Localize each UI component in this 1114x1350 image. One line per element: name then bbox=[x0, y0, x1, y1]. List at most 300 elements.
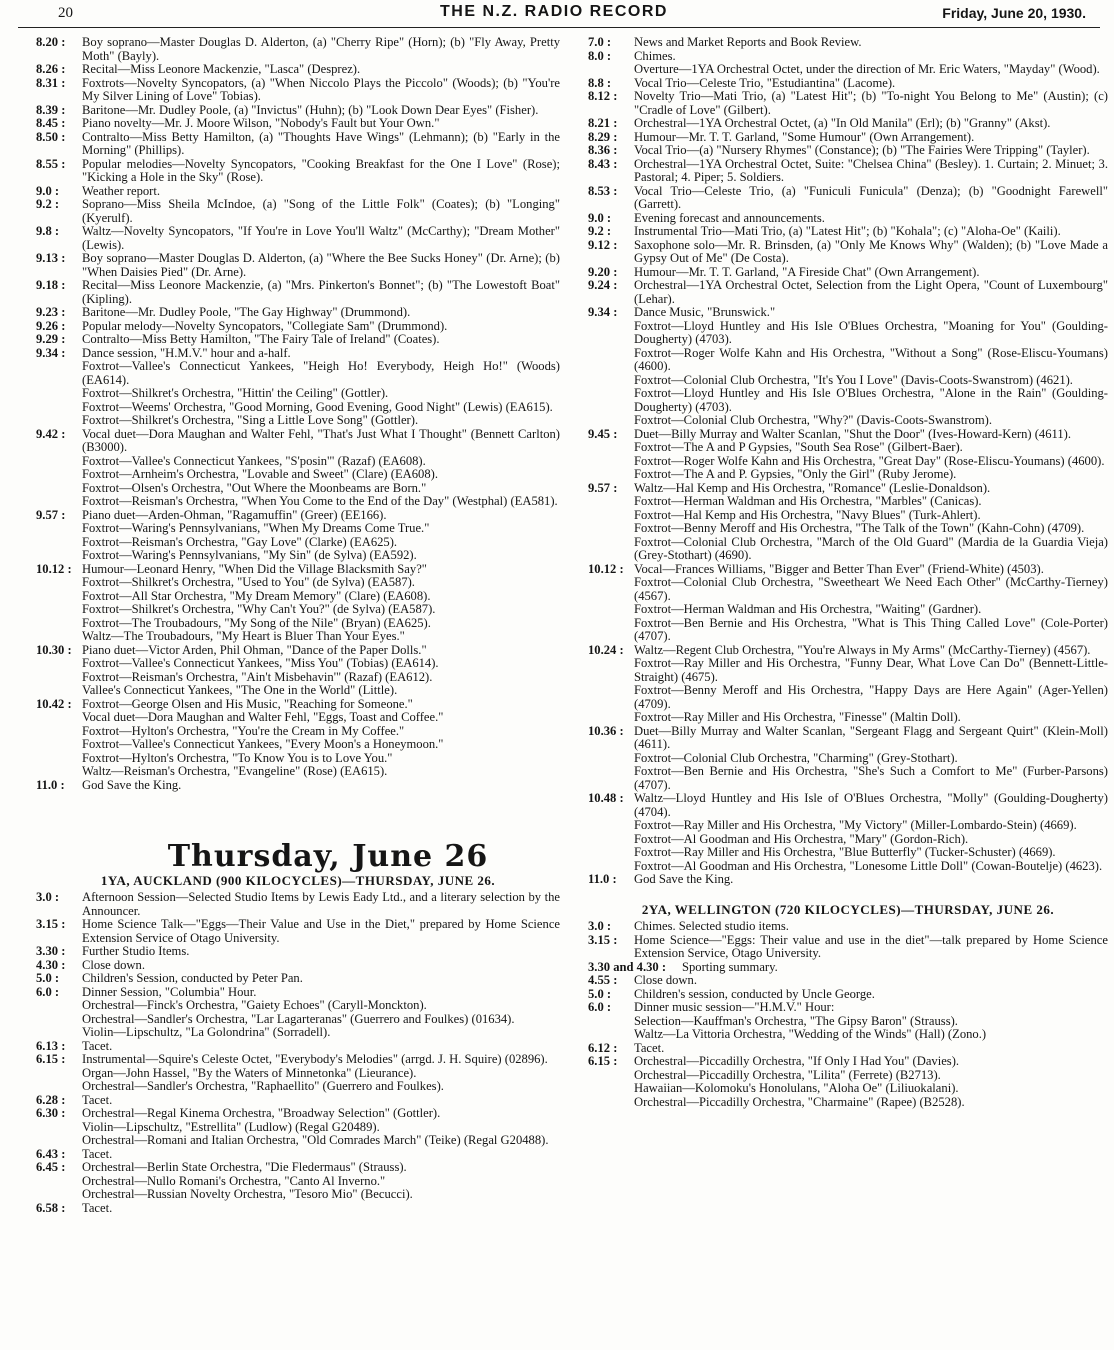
programme-text: Tacet. bbox=[82, 1200, 113, 1215]
programme-item bbox=[36, 104, 560, 118]
programme-time: 6.13 : bbox=[36, 1038, 66, 1053]
programme-text: Piano duet—Arden-Ohman, "Ragamuffin" (Greer) (EE166). bbox=[82, 507, 387, 522]
programme-text: Vocal Trio—Celeste Trio, "Estudiantina" (Lacome). bbox=[634, 75, 896, 90]
programme-item bbox=[36, 603, 560, 617]
programme-time: 3.30 : bbox=[36, 944, 66, 958]
programme-item bbox=[36, 1202, 560, 1216]
programme-item bbox=[588, 441, 1108, 455]
programme-text: Vocal Trio—Celeste Trio, (a) "Funiculi Funicula" (Denza); (b) "Goodnight Farewell" (Garrett). bbox=[634, 183, 1108, 211]
programme-text: God Save the King. bbox=[82, 777, 182, 792]
programme-text: Home Science—"Eggs: Their value and use in the diet"—talk prepared by Home Science Extension Service, Otago University. bbox=[634, 932, 1108, 960]
programme-text: Waltz—Hal Kemp and His Orchestra, "Romance" (Leslie-Donaldson). bbox=[634, 480, 991, 495]
programme-text: Foxtrot—Vallee's Connecticut Yankees, "Miss You" (Tobias) (EA614). bbox=[82, 656, 439, 670]
programme-text: Hawaiian—Kolomoku's Honolulans, "Aloha Oe" (Liliuokalani). bbox=[634, 1081, 959, 1095]
programme-text: Popular melodies—Novelty Syncopators, "Cooking Breakfast for the One I Love" (Rose); "Kicking a Hole in the Sky" (Rose). bbox=[82, 156, 560, 184]
programme-time: 9.24 : bbox=[588, 278, 618, 292]
programme-time: 8.20 : bbox=[36, 35, 66, 49]
programme-item bbox=[588, 347, 1108, 374]
programme-item bbox=[36, 252, 560, 279]
programme-text: Boy soprano—Master Douglas D. Alderton, (a) "Where the Bee Sucks Honey" (Dr. Arne); (b) "When Daisies Pied" (Dr. Arne). bbox=[82, 251, 560, 279]
programme-item bbox=[588, 320, 1108, 347]
programme-item bbox=[36, 360, 560, 387]
programme-text: Contralto—Miss Betty Hamilton, "The Fairy Tale of Ireland" (Coates). bbox=[82, 332, 440, 346]
programme-item bbox=[588, 752, 1108, 766]
programme-time: 6.0 : bbox=[36, 984, 60, 999]
programme-time: 9.45 : bbox=[588, 426, 618, 441]
programme-item bbox=[588, 920, 1108, 934]
programme-item bbox=[588, 117, 1108, 131]
programme-text: Novelty Trio—Mati Trio, (a) "Latest Hit"; (b) "To-night You Belong to Me" (Austin); (c) "Cradle of Love" (Gilbert). bbox=[634, 89, 1108, 117]
programme-time: 3.0 : bbox=[588, 919, 612, 933]
programme-item bbox=[588, 765, 1108, 792]
programme-text: Children's session, conducted by Uncle George. bbox=[634, 986, 875, 1001]
programme-text: Evening forecast and announcements. bbox=[634, 210, 825, 225]
programme-item bbox=[36, 468, 560, 482]
programme-text: Foxtrot—Arnheim's Orchestra, "Lovable and Sweet" (Clare) (EA608). bbox=[82, 467, 438, 481]
programme-text: Selection—Kauffman's Orchestra, "The Gipsy Baron" (Strauss). bbox=[634, 1013, 958, 1028]
programme-time: 3.15 : bbox=[36, 917, 66, 931]
programme-text: Dinner Session, "Columbia" Hour. bbox=[82, 984, 257, 999]
programme-text: Vocal—Frances Williams, "Bigger and Better Than Ever" (Friend-White) (4503). bbox=[634, 561, 1044, 576]
programme-text: Close down. bbox=[82, 957, 145, 972]
programme-text: Orchestral—Nullo Romani's Orchestra, "Canto Al Inverno." bbox=[82, 1173, 386, 1188]
programme-time: 9.57 : bbox=[588, 480, 618, 495]
programme-item bbox=[36, 428, 560, 455]
programme-time: 10.12 : bbox=[36, 561, 72, 576]
programme-item bbox=[588, 509, 1108, 523]
programme-text: Boy soprano—Master Douglas D. Alderton, (a) "Cherry Ripe" (Horn); (b) "Fly Away, Pretty Moth" (Bayly). bbox=[82, 35, 560, 63]
programme-text: Orchestral—1YA Orchestral Octet, Suite: "Chelsea China" (Besley). 1. Curtain; 2. Minuet; 3. Pastoral; 4. Piper; 5. Soldiers. bbox=[634, 156, 1108, 184]
programme-time: 9.13 : bbox=[36, 251, 66, 265]
programme-item bbox=[588, 225, 1108, 239]
programme-item bbox=[36, 891, 560, 918]
programme-item bbox=[588, 860, 1108, 874]
programme-item bbox=[588, 725, 1108, 752]
programme-text: Recital—Miss Leonore Mackenzie, "Lasca" (Desprez). bbox=[82, 62, 361, 76]
programme-text: Foxtrot—Roger Wolfe Kahn and His Orchestra, "Without a Song" (Rose-Eliscu-Youmans) (4600). bbox=[634, 345, 1108, 373]
programme-text: Foxtrot—Reisman's Orchestra, "When You Come to the End of the Day" (Westphal) (EA581). bbox=[82, 494, 558, 508]
programme-time: 9.0 : bbox=[36, 183, 60, 198]
programme-text: Dance Music, "Brunswick." bbox=[634, 305, 776, 319]
programme-item bbox=[36, 158, 560, 185]
programme-text: Foxtrot—Colonial Club Orchestra, "Why?" (Davis-Coots-Swanstrom). bbox=[634, 413, 992, 427]
programme-text: Orchestral—Sandler's Orchestra, "Raphaellito" (Guerrero and Foulkes). bbox=[82, 1079, 444, 1093]
programme-text: Foxtrot—Colonial Club Orchestra, "Charming" (Grey-Stothart). bbox=[634, 750, 958, 765]
programme-time: 8.31 : bbox=[36, 75, 66, 90]
programme-text: Popular melody—Novelty Syncopators, "Collegiate Sam" (Drummond). bbox=[82, 318, 448, 333]
programme-time: 8.26 : bbox=[36, 62, 66, 76]
programme-text: Instrumental—Squire's Celeste Octet, "Everybody's Melodies" (arrgd. J. H. Squire) (02896). bbox=[82, 1052, 548, 1066]
programme-text: Foxtrot—Al Goodman and His Orchestra, "Mary" (Gordon-Rich). bbox=[634, 831, 969, 846]
programme-item bbox=[588, 63, 1108, 77]
programme-time: 9.12 : bbox=[588, 237, 618, 252]
programme-item bbox=[36, 1013, 560, 1027]
programme-text: Close down. bbox=[634, 973, 697, 987]
page-header bbox=[0, 0, 1114, 30]
programme-text: Foxtrot—Shilkret's Orchestra, "Hittin' the Ceiling" (Gottler). bbox=[82, 386, 389, 400]
programme-item bbox=[36, 1080, 560, 1094]
programme-item bbox=[588, 603, 1108, 617]
programme-item bbox=[36, 1040, 560, 1054]
programme-item bbox=[588, 974, 1108, 988]
programme-text: Vocal duet—Dora Maughan and Walter Fehl, "Eggs, Toast and Coffee." bbox=[82, 710, 444, 724]
programme-item bbox=[588, 266, 1108, 280]
programme-text: God Save the King. bbox=[634, 872, 734, 886]
programme-item bbox=[588, 131, 1108, 145]
programme-time: 6.15 : bbox=[36, 1052, 66, 1066]
programme-text: Vocal duet—Dora Maughan and Walter Fehl, "That's Just What I Thought" (Bennett Carlton) (B3000). bbox=[82, 426, 560, 454]
programme-text: Foxtrot—Lloyd Huntley and His Isle O'Blues Orchestra, "Moaning for You" (Goulding-Dougherty) (4703). bbox=[634, 318, 1108, 346]
programme-text: Chimes. bbox=[634, 48, 676, 63]
programme-item bbox=[36, 779, 560, 793]
programme-item bbox=[36, 972, 560, 986]
programme-text: Foxtrot—Colonial Club Orchestra, "Sweetheart We Need Each Other" (McCarthy-Tierney) (4567). bbox=[634, 575, 1108, 603]
programme-text: Orchestral—Piccadilly Orchestra, "If Only I Had You" (Davies). bbox=[634, 1054, 960, 1068]
programme-item bbox=[588, 77, 1108, 91]
programme-item bbox=[36, 590, 560, 604]
programme-text: Humour—Mr. T. T. Garland, "A Fireside Chat" (Own Arrangement). bbox=[634, 264, 980, 279]
programme-item bbox=[588, 90, 1108, 117]
programme-time: 9.2 : bbox=[588, 224, 612, 238]
programme-time: 9.2 : bbox=[36, 197, 60, 211]
programme-item bbox=[36, 671, 560, 685]
programme-time: 8.53 : bbox=[588, 183, 618, 198]
programme-item bbox=[588, 1082, 1108, 1096]
programme-item bbox=[36, 684, 560, 698]
programme-item bbox=[588, 387, 1108, 414]
programme-text: Foxtrot—Ray Miller and His Orchestra, "Finesse" (Maltin Doll). bbox=[634, 710, 961, 724]
programme-time: 8.50 : bbox=[36, 129, 66, 144]
programme-item bbox=[588, 711, 1108, 725]
programme-text: Humour—Mr. T. T. Garland, "Some Humour" (Own Arrangement). bbox=[634, 129, 975, 144]
programme-text: Foxtrot—Shilkret's Orchestra, "Why Can't You?" (de Sylva) (EA587). bbox=[82, 602, 436, 616]
programme-text: Orchestral—Berlin State Orchestra, "Die Fledermaus" (Strauss). bbox=[82, 1160, 407, 1174]
programme-text: Orchestral—Romani and Italian Orchestra, "Old Comrades March" (Teike) (Regal G20488). bbox=[82, 1133, 549, 1147]
programme-text: Orchestral—Piccadilly Orchestra, "Charmaine" (Rapee) (B2528). bbox=[634, 1094, 965, 1109]
programme-item bbox=[588, 873, 1108, 887]
programme-item bbox=[588, 1096, 1108, 1110]
programme-item bbox=[588, 522, 1108, 536]
programme-text: Foxtrot—Al Goodman and His Orchestra, "Lonesome Little Doll" (Cowan-Boutelje) (4623). bbox=[634, 858, 1103, 873]
programme-text: Foxtrot—Ben Bernie and His Orchestra, "What is This Thing Called Love" (Cole-Porter) (4707). bbox=[634, 615, 1108, 643]
programme-item bbox=[36, 63, 560, 77]
programme-item bbox=[588, 1001, 1108, 1015]
programme-item bbox=[36, 738, 560, 752]
programme-item bbox=[36, 630, 560, 644]
programme-time: 6.12 : bbox=[588, 1040, 618, 1055]
programme-item bbox=[36, 1094, 560, 1108]
programme-text: Foxtrot—Weems' Orchestra, "Good Morning, Good Evening, Good Night" (Lewis) (EA615). bbox=[82, 399, 553, 414]
programme-time: 10.42 : bbox=[36, 696, 72, 711]
programme-item bbox=[36, 347, 560, 361]
programme-text: Waltz—The Troubadours, "My Heart is Bluer Than Your Eyes." bbox=[82, 629, 405, 643]
programme-item bbox=[588, 468, 1108, 482]
programme-text: Orchestral—Finck's Orchestra, "Gaiety Echoes" (Caryll-Monckton). bbox=[82, 998, 427, 1012]
programme-item bbox=[36, 644, 560, 658]
programme-item bbox=[588, 657, 1108, 684]
programme-text: Foxtrot—Reisman's Orchestra, "Ain't Misbehavin'" (Razaf) (EA612). bbox=[82, 669, 433, 684]
programme-item bbox=[36, 698, 560, 712]
programme-text: Foxtrot—Ray Miller and His Orchestra, "Funny Dear, What Love Can Do" (Bennett-Little-Straight) (4675). bbox=[634, 656, 1108, 684]
programme-text: Foxtrot—Colonial Club Orchestra, "March of the Old Guard" (Mardia de la Guardia Vieja) (Grey-Stothart) (4690). bbox=[634, 534, 1108, 562]
programme-item bbox=[36, 1134, 560, 1148]
programme-text: Tacet. bbox=[634, 1040, 665, 1055]
programme-text: Saxophone solo—Mr. R. Brinsden, (a) "Only Me Knows Why" (Walden); (b) "Love Made a Gypsy Out of Me" (De Costa). bbox=[634, 237, 1108, 265]
programme-text: Foxtrot—Benny Meroff and His Orchestra, "Happy Days are Here Again" (Ager-Yellen) (4709). bbox=[634, 683, 1108, 711]
programme-time: 10.12 : bbox=[588, 561, 624, 576]
programme-text: Foxtrot—Reisman's Orchestra, "Gay Love" (Clarke) (EA625). bbox=[82, 534, 398, 549]
wednesday-1ya-continued-list bbox=[36, 36, 560, 792]
programme-time: 9.34 : bbox=[588, 305, 618, 319]
programme-time: 11.0 : bbox=[588, 872, 617, 886]
programme-text: Foxtrot—Hylton's Orchestra, "To Know You is to Love You." bbox=[82, 750, 393, 765]
programme-text: Orchestral—Sandler's Orchestra, "Lar Lagarteranas" (Guerrero and Foulkes) (01634). bbox=[82, 1011, 515, 1026]
programme-text: Foxtrot—All Star Orchestra, "My Dream Memory" (Clare) (EA608). bbox=[82, 588, 431, 603]
programme-text: Waltz—Regent Club Orchestra, "You're Always in My Arms" (McCarthy-Tierney) (4567). bbox=[634, 642, 1091, 657]
programme-text: Foxtrot—The Troubadours, "My Song of the Nile" (Bryan) (EA625). bbox=[82, 615, 431, 630]
programme-item bbox=[36, 576, 560, 590]
programme-item bbox=[36, 1161, 560, 1175]
programme-item bbox=[36, 711, 560, 725]
thursday-1ya-afternoon-list bbox=[36, 891, 560, 1215]
issue-date: Friday, June 20, 1930. bbox=[942, 5, 1086, 21]
programme-text: Foxtrot—The A and P Gypsies, "South Sea Rose" (Gilbert-Baer). bbox=[634, 440, 963, 454]
programme-item bbox=[588, 144, 1108, 158]
programme-time: 6.0 : bbox=[588, 1000, 612, 1014]
programme-item bbox=[36, 1121, 560, 1135]
programme-item bbox=[36, 999, 560, 1013]
programme-time: 6.58 : bbox=[36, 1200, 66, 1215]
programme-item bbox=[588, 576, 1108, 603]
programme-text: Foxtrot—George Olsen and His Music, "Reaching for Someone." bbox=[82, 696, 413, 711]
programme-time: 8.8 : bbox=[588, 75, 612, 90]
programme-time: 8.55 : bbox=[36, 156, 66, 171]
programme-text: Foxtrot—Shilkret's Orchestra, "Sing a Little Love Song" (Gottler). bbox=[82, 413, 419, 427]
programme-item bbox=[36, 1067, 560, 1081]
programme-text: Foxtrot—Shilkret's Orchestra, "Used to You" (de Sylva) (EA587). bbox=[82, 575, 415, 589]
programme-item bbox=[36, 563, 560, 577]
programme-text: Foxtrots—Novelty Syncopators, (a) "When Niccolo Plays the Piccolo" (Woods); (b) "You're My Silver Lining of Love" Tobias). bbox=[82, 75, 560, 103]
programme-text: Orchestral—Regal Kinema Orchestra, "Broadway Selection" (Gottler). bbox=[82, 1106, 441, 1120]
programme-item bbox=[36, 657, 560, 671]
programme-text: Duet—Billy Murray and Walter Scanlan, "Shut the Door" (Ives-Howard-Kern) (4611). bbox=[634, 426, 1071, 441]
programme-time: 9.42 : bbox=[36, 426, 66, 441]
thursday-1ya-evening-list bbox=[588, 36, 1108, 887]
programme-item bbox=[36, 495, 560, 509]
programme-item bbox=[588, 819, 1108, 833]
programme-text: Tacet. bbox=[82, 1146, 113, 1161]
programme-text: Tacet. bbox=[82, 1038, 113, 1053]
programme-time: 9.57 : bbox=[36, 507, 66, 522]
programme-item bbox=[588, 374, 1108, 388]
programme-item bbox=[588, 1015, 1108, 1029]
programme-text: Orchestral—Piccadilly Orchestra, "Lilita" (Ferrete) (B2713). bbox=[634, 1067, 941, 1082]
programme-item bbox=[36, 1188, 560, 1202]
programme-item bbox=[588, 306, 1108, 320]
programme-item bbox=[588, 185, 1108, 212]
programme-text: Recital—Miss Leonore Mackenzie, (a) "Mrs. Pinkerton's Bonnet"; (b) "The Lowestoft Boat" (Kipling). bbox=[82, 278, 560, 306]
programme-time: 6.15 : bbox=[588, 1054, 618, 1068]
programme-text: Waltz—Reisman's Orchestra, "Evangeline" (Rose) (EA615). bbox=[82, 764, 388, 778]
programme-text: Foxtrot—Herman Waldman and His Orchestra, "Marbles" (Canicas). bbox=[634, 494, 982, 508]
programme-time: 10.24 : bbox=[588, 642, 624, 657]
programme-text: Foxtrot—Colonial Club Orchestra, "It's You I Love" (Davis-Coots-Swanstrom) (4621). bbox=[634, 372, 1073, 387]
programme-text: Foxtrot—Vallee's Connecticut Yankees, "S'posin'" (Razaf) (EA608). bbox=[82, 453, 426, 468]
programme-item bbox=[588, 988, 1108, 1002]
programme-item bbox=[588, 455, 1108, 469]
programme-item bbox=[36, 401, 560, 415]
programme-item bbox=[36, 320, 560, 334]
programme-item bbox=[588, 934, 1108, 961]
programme-time: 9.0 : bbox=[588, 210, 612, 225]
programme-time: 9.26 : bbox=[36, 318, 66, 333]
programme-text: Soprano—Miss Sheila McIndoe, (a) "Song of the Little Folk" (Coates); (b) "Longing" (Kyerulf). bbox=[82, 197, 560, 225]
programme-item bbox=[36, 1026, 560, 1040]
programme-time: 11.0 : bbox=[36, 777, 65, 792]
programme-item bbox=[36, 986, 560, 1000]
programme-time: 8.39 : bbox=[36, 102, 66, 117]
programme-time: 10.30 : bbox=[36, 642, 72, 657]
programme-item bbox=[36, 131, 560, 158]
programme-item bbox=[588, 414, 1108, 428]
programme-text: Waltz—La Vittoria Orchestra, "Wedding of the Winds" (Hall) (Zono.) bbox=[634, 1027, 987, 1041]
programme-item bbox=[36, 1175, 560, 1189]
programme-item bbox=[588, 961, 1108, 975]
programme-item bbox=[588, 279, 1108, 306]
left-column bbox=[36, 36, 560, 1215]
programme-text: Vallee's Connecticut Yankees, "The One in the World" (Little). bbox=[82, 683, 398, 697]
programme-item bbox=[36, 509, 560, 523]
programme-item bbox=[588, 495, 1108, 509]
programme-text: Foxtrot—Hylton's Orchestra, "You're the Cream in My Coffee." bbox=[82, 723, 405, 738]
programme-time: 8.43 : bbox=[588, 156, 618, 171]
programme-item bbox=[588, 212, 1108, 226]
programme-text: Chimes. Selected studio items. bbox=[634, 919, 789, 933]
programme-text: Orchestral—1YA Orchestral Octet, (a) "In Old Manila" (Erl); (b) "Granny" (Akst). bbox=[634, 116, 1051, 130]
programme-item bbox=[36, 36, 560, 63]
programme-item bbox=[588, 1055, 1108, 1069]
programme-time: 8.36 : bbox=[588, 143, 618, 157]
programme-time: 9.34 : bbox=[36, 345, 66, 360]
programme-time: 10.36 : bbox=[588, 723, 624, 738]
programme-time: 8.45 : bbox=[36, 116, 66, 130]
programme-text: Afternoon Session—Selected Studio Items by Lewis Eady Ltd., and a literary selection by the Announcer. bbox=[82, 890, 560, 918]
programme-text: Vocal Trio—(a) "Nursery Rhymes" (Constance); (b) "The Fairies Were Tripping" (Tayler). bbox=[634, 143, 1090, 157]
programme-text: Foxtrot—Ray Miller and His Orchestra, "Blue Butterfly" (Tucker-Schuster) (4669). bbox=[634, 845, 1056, 859]
programme-item bbox=[36, 752, 560, 766]
programme-item bbox=[588, 684, 1108, 711]
programme-item bbox=[588, 50, 1108, 64]
programme-text: Piano duet—Victor Arden, Phil Ohman, "Dance of the Paper Dolls." bbox=[82, 642, 427, 657]
programme-item bbox=[36, 945, 560, 959]
programme-text: Home Science Talk—"Eggs—Their Value and Use in the Diet," prepared by Home Science Extension Service of Otago University. bbox=[82, 917, 560, 945]
programme-item bbox=[588, 428, 1108, 442]
programme-item bbox=[36, 549, 560, 563]
programme-time: 9.18 : bbox=[36, 278, 66, 292]
programme-text: Foxtrot—Roger Wolfe Kahn and His Orchestra, "Great Day" (Rose-Eliscu-Youmans) (4600). bbox=[634, 453, 1105, 468]
programme-time: 3.30 and 4.30 : bbox=[588, 959, 667, 974]
programme-text: Foxtrot—Olsen's Orchestra, "Out Where the Moonbeams are Born." bbox=[82, 480, 427, 495]
programme-text: Baritone—Mr. Dudley Poole, (a) "Invictus" (Huhn); (b) "Look Down Dear Eyes" (Fisher). bbox=[82, 102, 539, 117]
station-heading-1ya: 1YA, AUCKLAND (900 KILOCYCLES)—THURSDAY, JUNE 26. bbox=[100, 872, 496, 888]
programme-item bbox=[588, 1042, 1108, 1056]
programme-text: Foxtrot—The A and P. Gypsies, "Only the Girl" (Ruby Jerome). bbox=[634, 467, 957, 481]
programme-text: Piano novelty—Mr. J. Moore Wilson, "Nobody's Fault but Your Own." bbox=[82, 116, 440, 130]
programme-time: 6.30 : bbox=[36, 1106, 66, 1120]
programme-time: 10.48 : bbox=[588, 791, 624, 805]
programme-time: 8.29 : bbox=[588, 129, 618, 144]
programme-time: 8.0 : bbox=[588, 48, 612, 63]
programme-text: Foxtrot—Waring's Pennsylvanians, "My Sin" (de Sylva) (EA592). bbox=[82, 548, 417, 562]
programme-item bbox=[588, 482, 1108, 496]
programme-item bbox=[588, 833, 1108, 847]
programme-item bbox=[36, 387, 560, 401]
programme-item bbox=[36, 522, 560, 536]
programme-item bbox=[36, 225, 560, 252]
programme-item bbox=[36, 306, 560, 320]
programme-text: Weather report. bbox=[82, 183, 161, 198]
programme-text: Duet—Billy Murray and Walter Scanlan, "Sergeant Flagg and Sergeant Quirt" (Klein-Moll) (4611). bbox=[634, 723, 1108, 751]
programme-item bbox=[36, 414, 560, 428]
programme-text: Waltz—Novelty Syncopators, "If You're in Love You'll Waltz" (McCarthy); "Dream Mother" (Lewis). bbox=[82, 224, 560, 252]
programme-text: Tacet. bbox=[82, 1092, 113, 1107]
programme-item bbox=[588, 1069, 1108, 1083]
programme-time: 5.0 : bbox=[588, 986, 612, 1001]
programme-time: 8.12 : bbox=[588, 89, 618, 103]
programme-text: Foxtrot—Ray Miller and His Orchestra, "My Victory" (Miller-Lombardo-Stein) (4669). bbox=[634, 818, 1077, 832]
programme-item bbox=[588, 846, 1108, 860]
programme-text: Dance session, "H.M.V." hour and a-half. bbox=[82, 345, 291, 360]
programme-item bbox=[588, 644, 1108, 658]
programme-time: 4.30 : bbox=[36, 957, 66, 972]
header-rule bbox=[18, 27, 1100, 28]
programme-text: Waltz—Lloyd Huntley and His Isle of O'Blues Orchestra, "Molly" (Goulding-Dougherty) (4704). bbox=[634, 791, 1108, 819]
programme-time: 9.20 : bbox=[588, 264, 618, 279]
programme-time: 9.29 : bbox=[36, 332, 66, 346]
programme-item bbox=[36, 918, 560, 945]
programme-item bbox=[36, 1107, 560, 1121]
programme-item bbox=[36, 765, 560, 779]
programme-text: Orchestral—1YA Orchestral Octet, Selection from the Light Opera, "Count of Luxembourg" (Lehar). bbox=[634, 278, 1108, 306]
programme-text: Foxtrot—Benny Meroff and His Orchestra, "The Talk of the Town" (Kahn-Cohn) (4709). bbox=[634, 521, 1085, 535]
programme-time: 6.28 : bbox=[36, 1092, 66, 1107]
programme-item bbox=[36, 117, 560, 131]
programme-text: Orchestral—Russian Novelty Orchestra, "Tesoro Mio" (Becucci). bbox=[82, 1187, 413, 1201]
programme-item bbox=[36, 455, 560, 469]
programme-item bbox=[588, 158, 1108, 185]
thursday-2ya-list bbox=[588, 920, 1108, 1109]
programme-item bbox=[36, 1148, 560, 1162]
day-heading: Thursday, June 26 bbox=[167, 839, 489, 874]
programme-text: Further Studio Items. bbox=[82, 944, 190, 958]
right-column bbox=[588, 36, 1108, 1109]
programme-item bbox=[36, 1053, 560, 1067]
programme-item bbox=[36, 185, 560, 199]
station-heading-2ya: 2YA, WELLINGTON (720 KILOCYCLES)—THURSDAY, JUNE 26. bbox=[641, 901, 1055, 917]
programme-item bbox=[36, 77, 560, 104]
programme-text: Baritone—Mr. Dudley Poole, "The Gay Highway" (Drummond). bbox=[82, 305, 411, 319]
programme-text: Instrumental Trio—Mati Trio, (a) "Latest Hit"; (b) "Kohala"; (c) "Aloha-Oe" (Kaili). bbox=[634, 224, 1061, 238]
programme-time: 9.23 : bbox=[36, 305, 66, 319]
programme-item bbox=[36, 333, 560, 347]
programme-text: Foxtrot—Hal Kemp and His Orchestra, "Navy Blues" (Turk-Ahlert). bbox=[634, 507, 981, 522]
programme-time: 3.15 : bbox=[588, 932, 618, 947]
programme-time: 3.0 : bbox=[36, 890, 60, 904]
programme-item bbox=[588, 536, 1108, 563]
programme-time: 6.45 : bbox=[36, 1160, 66, 1174]
programme-text: Foxtrot—Waring's Pennsylvanians, "When My Dreams Come True." bbox=[82, 521, 430, 535]
programme-item bbox=[36, 725, 560, 739]
